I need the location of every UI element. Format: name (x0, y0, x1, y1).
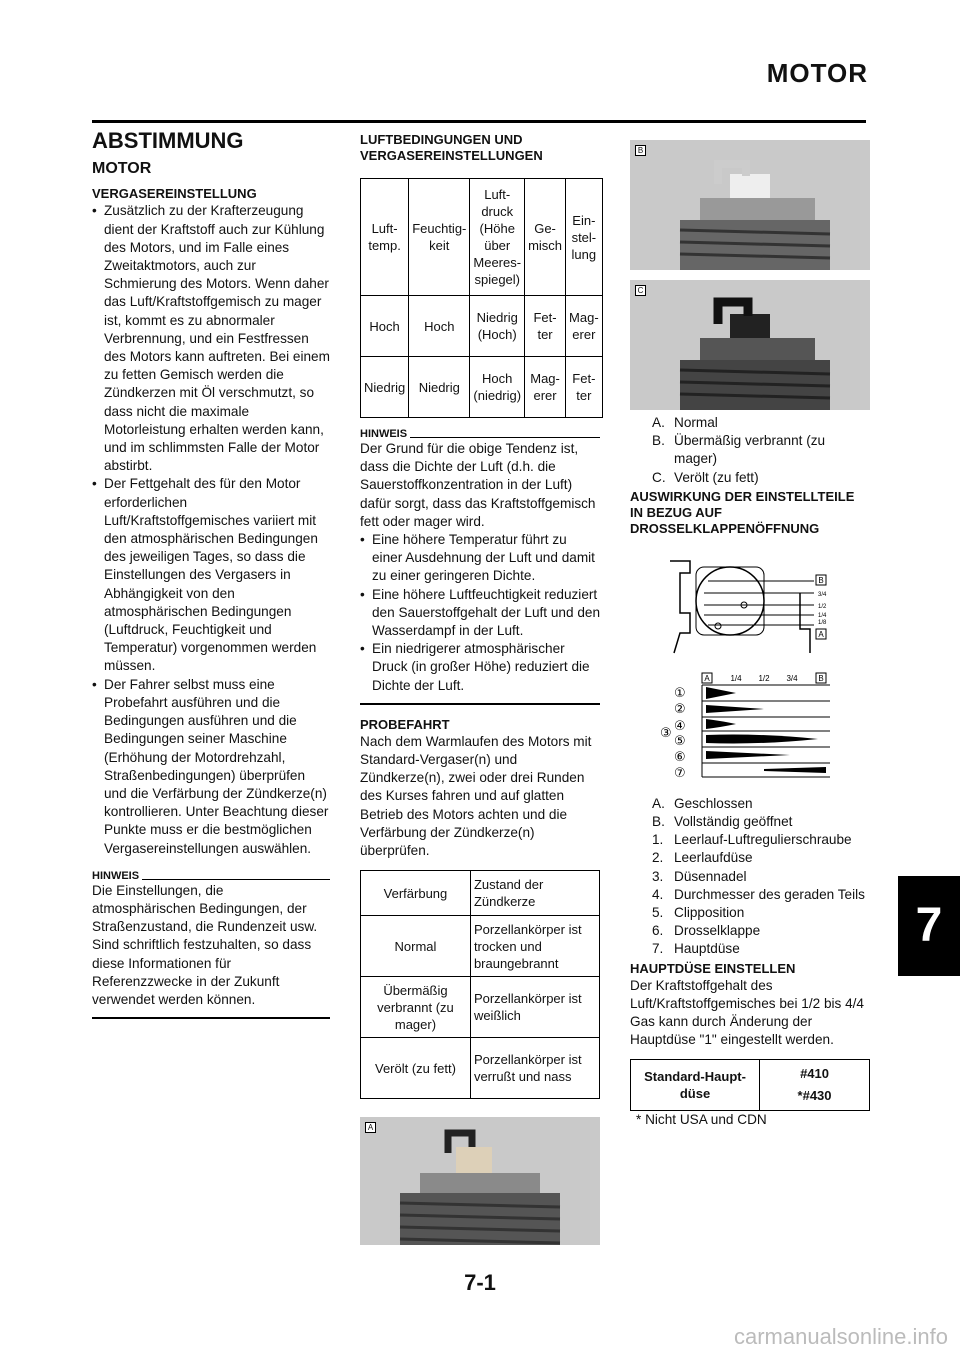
note-text: Die Einstellungen, die atmosphärischen Bedingungen, der Straßenzustand, die Rundenzeit usw. Sind schriftlich festzuhalten, so dass diese Informationen für Referenzzwecke in der Zukunft verwendet werden können. (92, 882, 318, 1007)
table-cell: Porzellankörper ist verrußt und nass (470, 1038, 599, 1099)
note-header (360, 428, 600, 440)
spark-plug-photo-c (630, 280, 870, 410)
table-cell: Niedrig (409, 357, 470, 418)
diagram-legend (630, 795, 870, 959)
table-cell: Ge-misch (525, 179, 566, 296)
photo-tag: C (635, 285, 646, 296)
diagram-number: ③ (660, 724, 672, 740)
table-header-row (361, 871, 600, 916)
header-rule (92, 120, 866, 123)
diagram-tag-a: A (818, 629, 824, 639)
table-cell: Ein-stel-lung (566, 179, 603, 296)
list-item: 6. Drosselklappe (652, 923, 761, 939)
diagram-tag-b: B (818, 575, 824, 585)
list-item: • Eine höhere Temperatur führt zu einer Ausdehnung der Luft und damit zu einer geringeren Dichte. (360, 531, 600, 586)
table-cell: Fet-ter (525, 296, 566, 357)
table-row (361, 977, 600, 1038)
subsection-heading: LUFTBEDINGUNGEN UND VERGASEREINSTELLUNGEN (360, 132, 543, 163)
list-item: • Der Fettgehalt des für den Motor erforderlichen Luft/Kraftstoffgemisches variiert mit den atmosphärischen Bedingungen des jeweiligen Tages, so dass die Einstellungen des Vergasers in Abhängigkeit von den atmosphärischen Bedingungen (Luftdruck, Feuchtigkeit und Temperatur) vorgenommen werden müssen. (92, 475, 330, 675)
diagram-tag-b: B (818, 673, 824, 683)
section-title: ABSTIMMUNG (92, 128, 244, 153)
subsection-heading: HAUPTDÜSE EINSTELLEN (630, 960, 796, 976)
main-jet-table (630, 1059, 870, 1111)
table-cell: Porzellankörper ist trocken und braungebrannt (470, 916, 599, 977)
list-item: 3. Düsennadel (652, 868, 747, 884)
table-header-row (361, 179, 603, 296)
table-cell: Hoch (409, 296, 470, 357)
spark-plug-icon (360, 1117, 600, 1245)
diagram-number: ⑤ (674, 732, 686, 748)
subsection-heading: VERGASEREINSTELLUNG (92, 186, 257, 202)
table-cell: Mag-erer (566, 296, 603, 357)
table-cell (760, 1060, 870, 1111)
spark-plug-photo-b (630, 140, 870, 270)
list-item: • Ein niedrigerer atmosphärischer Druck (in großer Höhe) reduziert die Dichte der Luft. (360, 640, 600, 695)
note-label: HINWEIS (360, 428, 408, 440)
table-row (361, 1038, 600, 1099)
list-item: • Eine höhere Luftfeuchtigkeit reduziert den Sauerstoffgehalt der Luft und den Wasserdampf in der Luft. (360, 586, 600, 641)
diagram-number: ④ (674, 717, 686, 733)
table-row (631, 1060, 870, 1111)
chapter-tab: 7 (898, 876, 960, 976)
note-text: Der Grund für die obige Tendenz ist, dass die Dichte der Luft (d.h. die Sauerstoffkonzentration in der Luft) dafür sorgt, dass das Kraftstoffgemisch fett oder mager wird. (360, 441, 596, 529)
table-cell: Zustand der Zündkerze (470, 871, 599, 916)
spark-plug-icon (630, 140, 870, 270)
jet-value: #410 (800, 1066, 829, 1082)
air-conditions-table (360, 178, 603, 418)
photo-tag: B (635, 145, 646, 156)
table-cell: Niedrig (361, 357, 409, 418)
list-item: 5. Clipposition (652, 905, 745, 921)
list-item: 7. Hauptdüse (652, 941, 740, 957)
diagram-mark: 1/4 (818, 612, 827, 619)
bullet-list (92, 202, 330, 857)
note-end-rule (92, 1017, 330, 1019)
diagram-tick: 1/2 (758, 673, 770, 683)
note-label: HINWEIS (92, 869, 140, 882)
note-end-rule (360, 703, 600, 705)
list-item: • Der Fahrer selbst muss eine Probefahrt ausführen und die Bedingungen ausführen und die Bedingungen seiner Maschine (Erhöhung der Motordrehzahl, Straßenbedingungen) überprüfen und die Verfärbung der Zündkerze(n) kontrollieren. Unter Beachtung dieser Punkte muss er die bestmöglichen Vergasereinstellungen auswählen. (92, 676, 330, 858)
jet-range-diagram (630, 671, 870, 791)
paragraph: Der Kraftstoffgehalt des Luft/Kraftstoffgemisches bei 1/2 bis 4/4 Gas kann durch Änderung der Hauptdüse "1" eingestellt werden. (630, 977, 864, 1048)
subsection-heading: PROBEFAHRT (360, 716, 450, 732)
list-item: B. Übermäßig verbrannt (zu mager) (652, 433, 826, 467)
jet-value: *#430 (797, 1088, 832, 1104)
photo-legend (630, 414, 870, 487)
table-cell: Mag-erer (525, 357, 566, 418)
table-cell: Luft-druck (Höhe über Meeres-spiegel) (470, 179, 525, 296)
table-cell: Feuchtig-keit (409, 179, 470, 296)
column-2 (360, 128, 600, 1245)
list-item: • Zusätzlich zu der Krafterzeugung dient der Kraftstoff auch zur Kühlung des Motors, und im Falle eines Zweitaktmotors, auch zur Schmierung des Motors. Wenn daher das Luft/Kraftstoffgemisch zu mager ist, kommt es zu abnormaler Verbrennung, und ein Festfressen des Motors kann auftreten. Bei einem zu fetten Gemisch werden die Zündkerzen mit Öl verschmutzt, so dass nicht die maximale Motorleistung erhalten werden kann, und im schlimmsten Falle der Motor abstirbt. (92, 202, 330, 475)
diagram-number: ① (674, 684, 686, 700)
section-subtitle: MOTOR (92, 160, 152, 178)
table-row (361, 916, 600, 977)
column-3 (630, 128, 870, 1130)
diagram-number: ② (674, 700, 686, 716)
table-row (361, 296, 603, 357)
diagram-tag-a: A (704, 673, 710, 683)
table-cell: Übermäßig verbrannt (zu mager) (361, 977, 471, 1038)
photo-tag: A (365, 1122, 376, 1133)
table-cell: Normal (361, 916, 471, 977)
bullet-list (360, 531, 600, 695)
footnote: * Nicht USA und CDN (636, 1112, 767, 1128)
list-item: A. Geschlossen (652, 795, 753, 811)
diagram-number: ⑦ (674, 764, 686, 780)
page-number: 7-1 (464, 1270, 496, 1295)
list-item: A. Normal (652, 415, 718, 430)
list-item: B. Vollständig geöffnet (652, 814, 793, 830)
diagram-mark: 1/2 (818, 603, 827, 610)
diagram-tick: 1/4 (730, 673, 742, 683)
diagram-mark: 1/8 (818, 619, 827, 626)
table-cell: Luft-temp. (361, 179, 409, 296)
table-row (361, 357, 603, 418)
page-title: MOTOR (766, 58, 868, 88)
table-cell: Niedrig (Hoch) (470, 296, 525, 357)
spark-plug-photo-a (360, 1117, 600, 1245)
list-item: 1. Leerlauf-Luftregulierschraube (652, 832, 852, 848)
list-item: 4. Durchmesser des geraden Teils (652, 886, 865, 902)
table-cell: Hoch (niedrig) (470, 357, 525, 418)
list-item: 2. Leerlaufdüse (652, 850, 753, 866)
subsection-heading: AUSWIRKUNG DER EINSTELLTEILE IN BEZUG AUF DROSSELKLAPPENÖFFNUNG (630, 488, 855, 536)
list-item: C. Verölt (zu fett) (652, 469, 759, 485)
watermark: carmanualsonline.info (733, 1324, 948, 1349)
column-1 (92, 128, 330, 1019)
discoloration-table (360, 870, 600, 1099)
table-cell: Verölt (zu fett) (361, 1038, 471, 1099)
table-cell: Porzellankörper ist weißlich (470, 977, 599, 1038)
table-cell: Standard-Haupt-düse (631, 1060, 760, 1111)
table-cell: Hoch (361, 296, 409, 357)
diagram-number: ⑥ (674, 748, 686, 764)
note-header (92, 870, 330, 882)
throttle-opening-diagram (630, 553, 870, 665)
table-cell: Fet-ter (566, 357, 603, 418)
paragraph: Nach dem Warmlaufen des Motors mit Standard-Vergaser(n) und Zündkerze(n), zwei oder drei Runden des Kurses fahren und auf glatten Betrieb des Motors achten und die Verfärbung der Zündkerze(n) überprüfen. (360, 733, 592, 859)
table-cell: Verfärbung (361, 871, 471, 916)
spark-plug-icon (630, 280, 870, 410)
diagram-mark: 3/4 (818, 591, 827, 598)
diagram-tick: 3/4 (786, 673, 798, 683)
